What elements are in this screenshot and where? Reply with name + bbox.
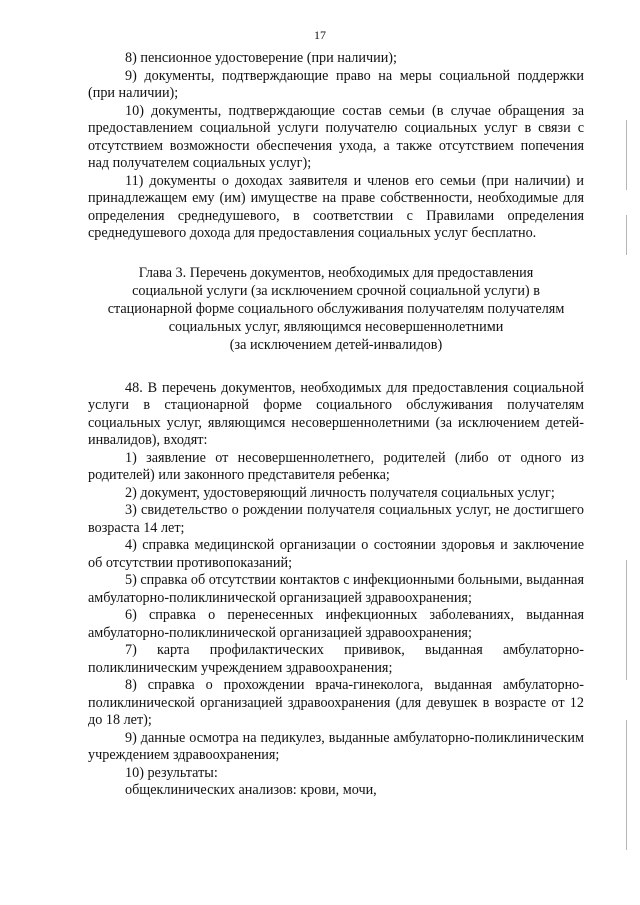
chapter-heading-line: (за исключением детей-инвалидов) — [229, 336, 443, 353]
chapter-heading-line: социальной услуги (за исключением срочной социальной услуги) в — [132, 282, 540, 299]
paragraph-48: 48. В перечень документов, необходимых для предоставления социальной услуги в стационарной форме социального обслуживания получателям социальных услуг, являющимся несовершеннолетними (за исключением детей-инвалидов), входят: — [88, 379, 584, 448]
list-item: 6) справка о перенесенных инфекционных заболеваниях, выданная амбулаторно-поликлинической организацией здравоохранения; — [88, 607, 584, 641]
list-item: 2) документ, удостоверяющий личность получателя социальных услуг; — [125, 484, 555, 501]
list-item: 10) результаты: — [125, 764, 218, 781]
scan-edge-mark — [626, 560, 627, 680]
chapter-heading — [88, 264, 584, 354]
list-item: 7) карта профилактических прививок, выданная амбулаторно-поликлиническим учреждением здравоохранения; — [88, 642, 584, 676]
chapter-heading-line: стационарной форме социального обслуживания получателям получателям — [107, 300, 565, 317]
scan-edge-mark — [626, 215, 627, 255]
list-item: 10) документы, подтверждающие состав семьи (в случае обращения за предоставлением социальной услуги получателю социальных услуг в связи с отсутствием возможности обеспечения ухода, а также отсутствием попечения над получателем социальных услуг); — [88, 102, 584, 171]
list-item: 1) заявление от несовершеннолетнего, родителей (либо от одного из родителей) или законного представителя ребенка; — [88, 449, 584, 483]
list-item: 5) справка об отсутствии контактов с инфекционными больными, выданная амбулаторно-поликлинической организацией здравоохранения; — [88, 572, 584, 606]
list-item: общеклинических анализов: крови, мочи, — [125, 782, 377, 798]
chapter-heading-line: Глава 3. Перечень документов, необходимых для предоставления — [138, 264, 534, 281]
scan-edge-mark — [626, 120, 627, 190]
chapter-heading-line: социальных услуг, являющимся несовершеннолетними — [168, 318, 504, 335]
document-body — [88, 50, 584, 800]
scan-edge-mark — [626, 720, 627, 850]
list-item: 8) справка о прохождении врача-гинеколога, выданная амбулаторно-поликлинической организацией здравоохранения (для девушек в возрасте от 12 до 18 лет); — [88, 677, 584, 728]
list-item: 9) данные осмотра на педикулез, выданные амбулаторно-поликлиническим учреждением здравоохранения; — [88, 729, 584, 763]
page-number: 17 — [314, 28, 326, 42]
list-item: 11) документы о доходах заявителя и членов его семьи (при наличии) и принадлежащем ему (им) имуществе на праве собственности, необходимые для определения среднедушевого, в соответствии с Правилами определения среднедушевого дохода для предоставления социальных услуг бесплатно. — [88, 172, 584, 241]
list-item: 8) пенсионное удостоверение (при наличии); — [125, 50, 397, 66]
list-item: 9) документы, подтверждающие право на меры социальной поддержки (при наличии); — [88, 67, 584, 101]
list-item: 3) свидетельство о рождении получателя социальных услуг, не достигшего возраста 14 лет; — [88, 502, 584, 536]
list-item: 4) справка медицинской организации о состоянии здоровья и заключение об отсутствии противопоказаний; — [88, 537, 584, 571]
